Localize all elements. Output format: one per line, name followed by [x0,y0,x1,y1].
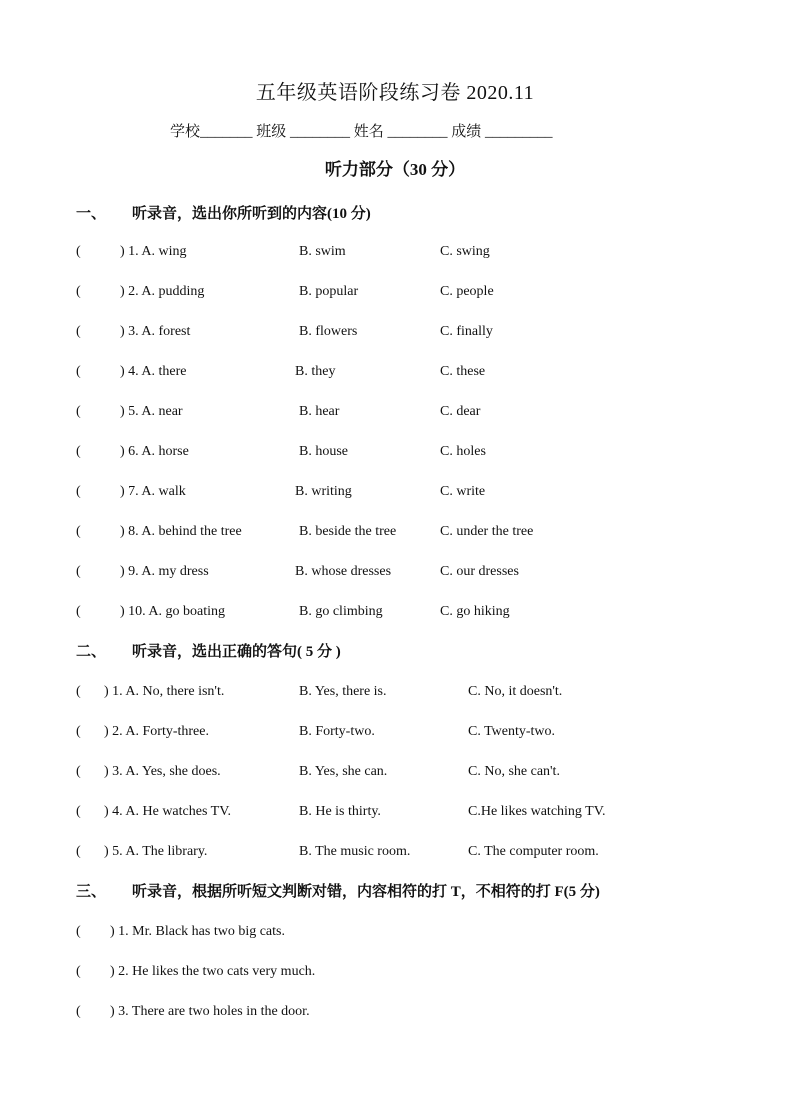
question-row [76,1004,756,1024]
answer-blank[interactable]: ( [76,764,81,779]
answer-blank[interactable]: ( [76,444,81,459]
question-row [76,524,756,544]
option-a: ) 10. A. go boating [120,604,225,619]
option-a: ) 7. A. walk [120,484,186,499]
option-b: B. He is thirty. [299,804,381,819]
option-a: ) 4. A. there [120,364,187,379]
answer-blank[interactable]: ( [76,684,81,699]
answer-blank[interactable]: ( [76,524,81,539]
question-row [76,404,756,424]
option-b: B. popular [299,284,359,299]
statement: ) 3. There are two holes in the door. [110,1004,310,1019]
question-row [76,684,756,704]
option-c: C. under the tree [440,524,534,539]
option-a: ) 5. A. near [120,404,183,419]
option-b: B. hear [299,404,340,419]
answer-blank[interactable]: ( [76,484,81,499]
option-c: C.He likes watching TV. [468,804,606,819]
question-row [76,364,756,384]
option-a: ) 9. A. my dress [120,564,209,579]
option-c: C. holes [440,444,486,459]
option-c: C. our dresses [440,564,519,579]
section-title: 听录音，选出正确的答句( 5 分 ) [132,644,341,660]
option-a: ) 3. A. forest [120,324,191,339]
answer-blank[interactable]: ( [76,284,81,299]
option-c: C. people [440,284,494,299]
answer-blank[interactable]: ( [76,564,81,579]
section-1-heading [76,202,371,223]
question-row [76,764,756,784]
option-a: ) 1. A. wing [120,244,187,259]
option-c: C. No, she can't. [468,764,560,779]
option-b: B. writing [295,484,352,499]
answer-blank[interactable]: ( [76,324,81,339]
question-row [76,604,756,624]
section-title: 听录音，根据所听短文判断对错，内容相符的打 T，不相符的打 F(5 分) [132,884,600,900]
option-c: C. The computer room. [468,844,599,859]
section-3-heading [76,880,600,901]
option-a: ) 5. A. The library. [104,844,208,859]
option-b: B. flowers [299,324,358,339]
option-a: ) 2. A. Forty-three. [104,724,209,739]
answer-blank[interactable]: ( [76,1004,81,1019]
section-number: 二、 [76,644,107,660]
question-row [76,244,756,264]
option-a: ) 6. A. horse [120,444,189,459]
option-c: C. No, it doesn't. [468,684,563,699]
option-b: B. beside the tree [299,524,397,539]
question-row [76,724,756,744]
answer-blank[interactable]: ( [76,404,81,419]
option-b: B. whose dresses [295,564,392,579]
question-row [76,964,756,984]
section-number: 三、 [76,884,107,900]
answer-blank[interactable]: ( [76,844,81,859]
question-row [76,284,756,304]
option-a: ) 4. A. He watches TV. [104,804,232,819]
section-title: 听录音，选出你所听到的内容(10 分) [132,206,371,222]
answer-blank[interactable]: ( [76,364,81,379]
option-b: B. The music room. [299,844,411,859]
question-row [76,924,756,944]
option-b: B. house [299,444,348,459]
question-row [76,484,756,504]
option-c: C. swing [440,244,490,259]
question-row [76,324,756,344]
option-c: C. Twenty-two. [468,724,556,739]
option-b: B. swim [299,244,346,259]
answer-blank[interactable]: ( [76,724,81,739]
option-a: ) 3. A. Yes, she does. [104,764,221,779]
question-row [76,444,756,464]
listening-part-heading: 听力部分（30 分） [324,160,466,179]
question-row [76,844,756,864]
option-a: ) 8. A. behind the tree [120,524,242,539]
question-row [76,804,756,824]
page-title: 五年级英语阶段练习卷 2020.11 [255,82,535,104]
option-a: ) 1. A. No, there isn't. [104,684,225,699]
answer-blank[interactable]: ( [76,924,81,939]
section-number: 一、 [76,206,107,222]
option-a: ) 2. A. pudding [120,284,205,299]
option-b: B. Yes, she can. [299,764,388,779]
answer-blank[interactable]: ( [76,964,81,979]
question-row [76,564,756,584]
option-b: B. they [295,364,336,379]
answer-blank[interactable]: ( [76,244,81,259]
section-2-heading [76,640,341,661]
statement: ) 1. Mr. Black has two big cats. [110,924,285,939]
option-c: C. write [440,484,486,499]
option-c: C. these [440,364,486,379]
option-c: C. dear [440,404,481,419]
option-b: B. go climbing [299,604,383,619]
option-c: C. finally [440,324,493,339]
answer-blank[interactable]: ( [76,604,81,619]
statement: ) 2. He likes the two cats very much. [110,964,316,979]
option-b: B. Forty-two. [299,724,375,739]
student-info-line: 学校_______ 班级 ________ 姓名 ________ 成绩 _________ [170,124,553,140]
option-b: B. Yes, there is. [299,684,387,699]
option-c: C. go hiking [440,604,510,619]
answer-blank[interactable]: ( [76,804,81,819]
